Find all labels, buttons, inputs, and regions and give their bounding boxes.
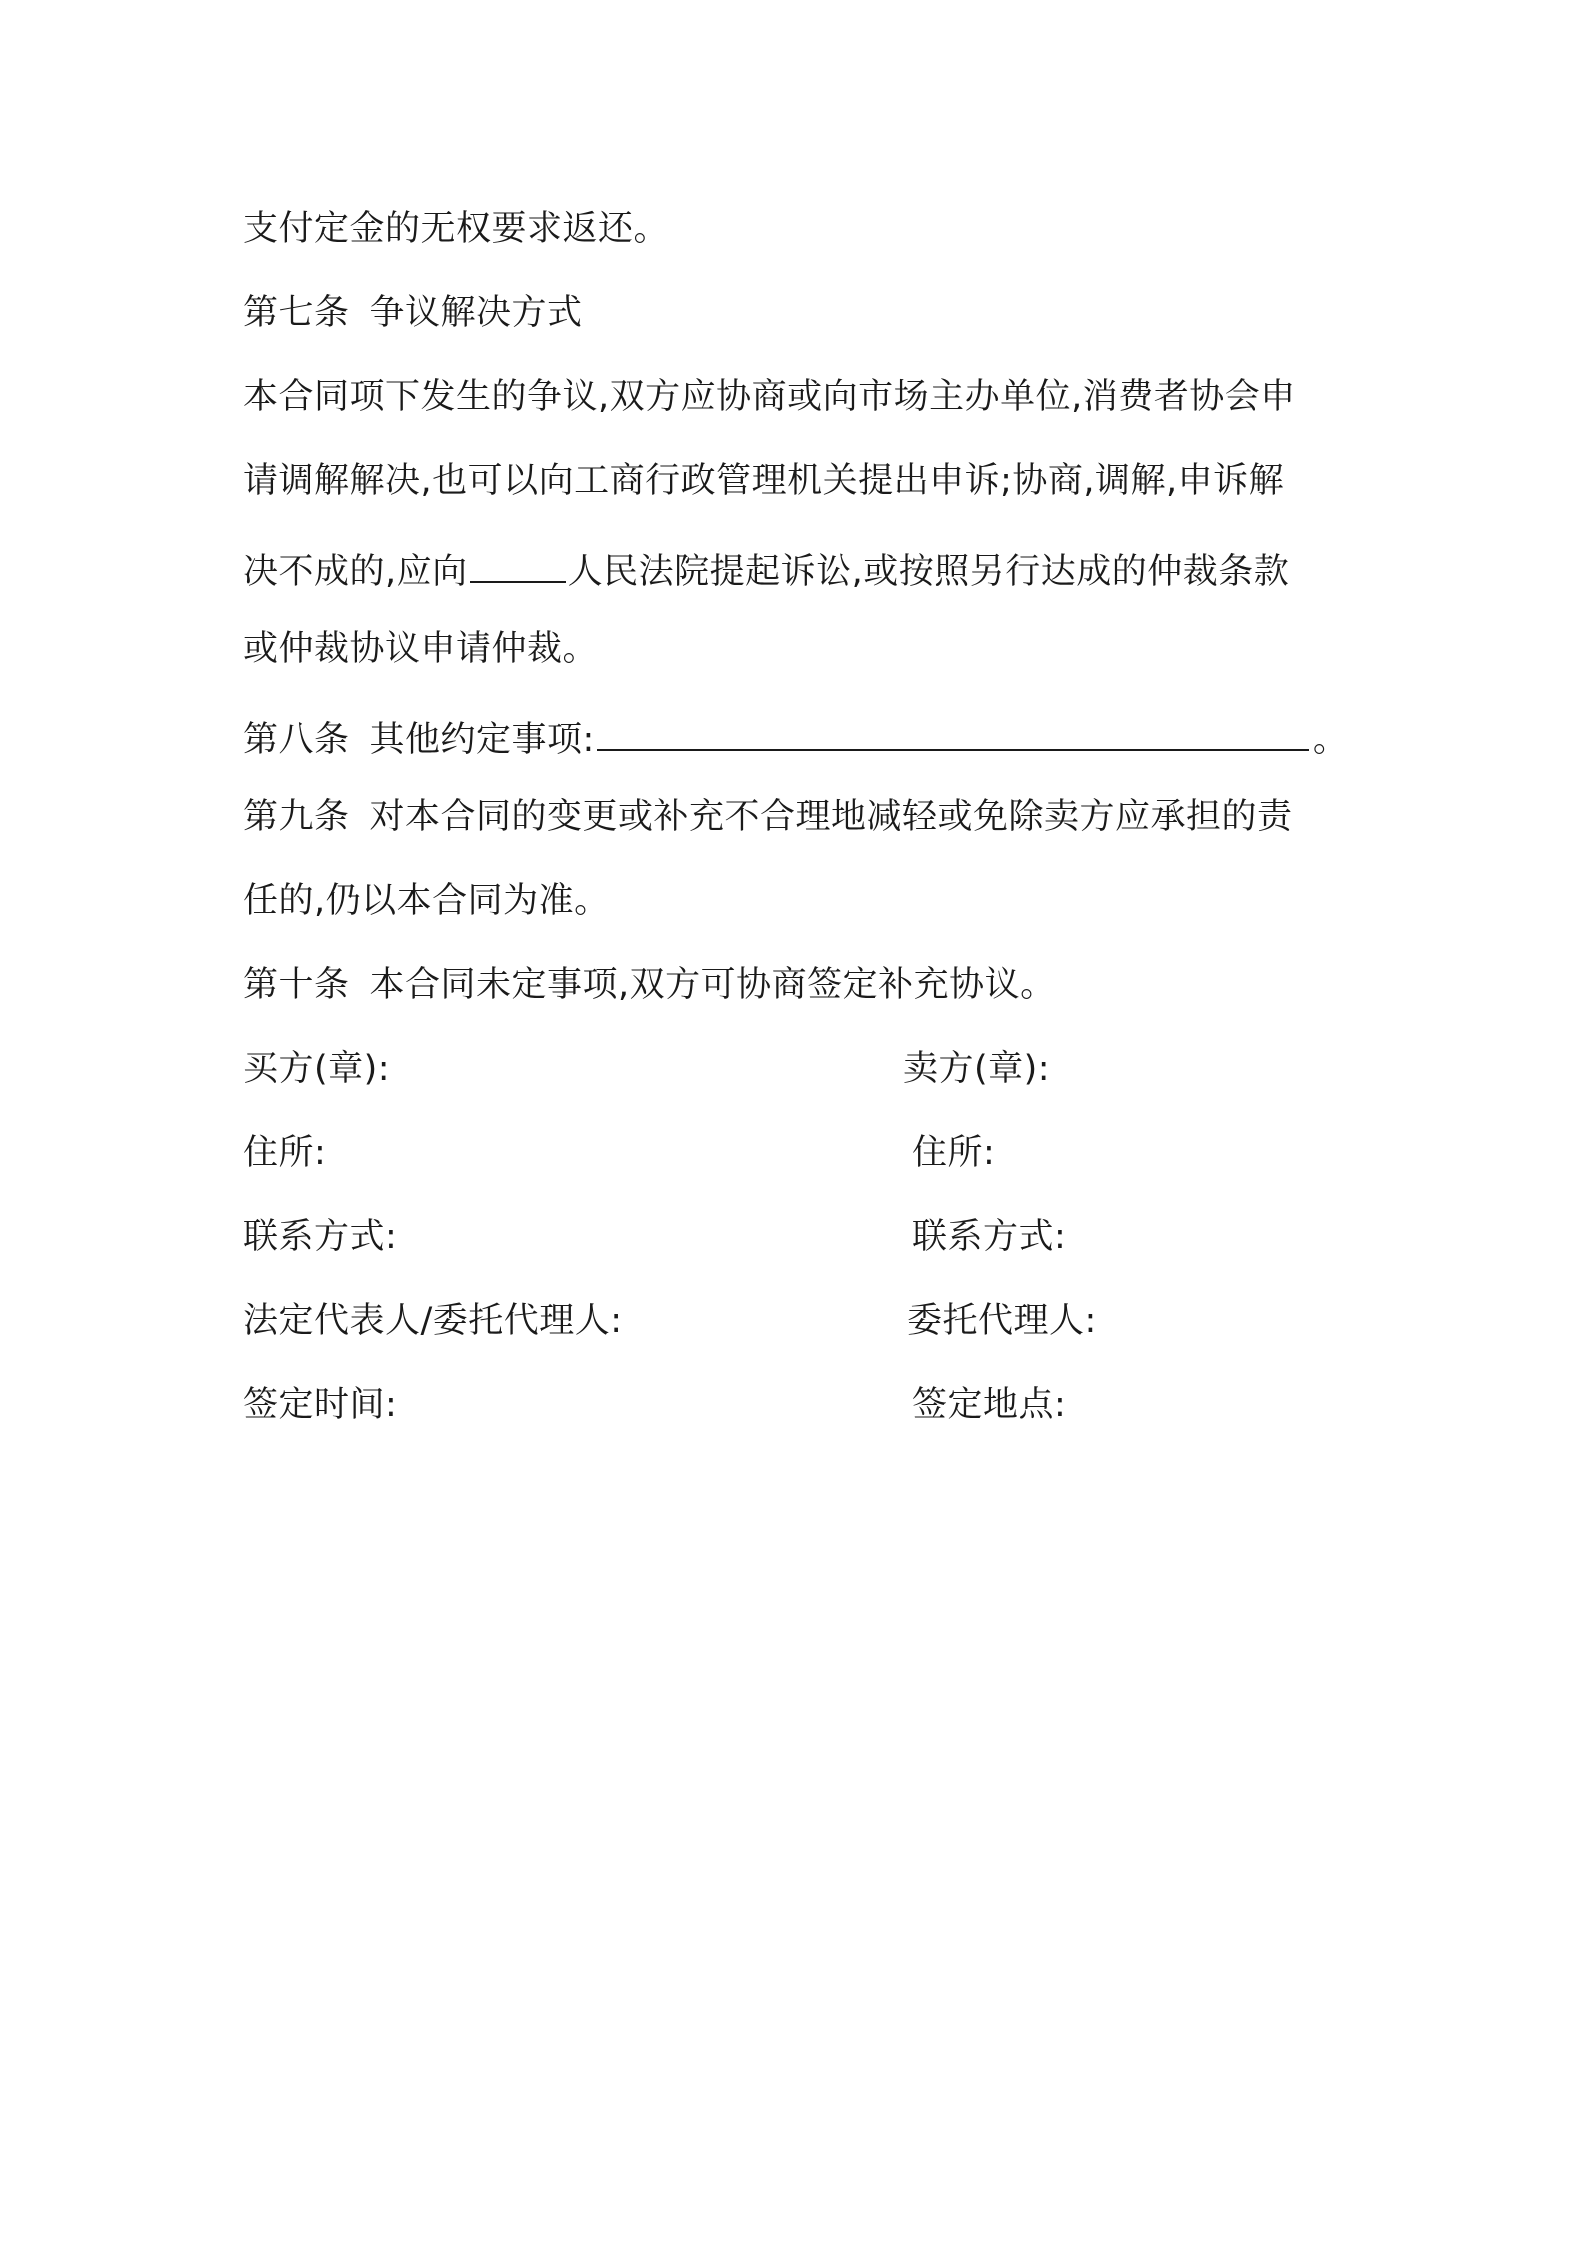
seller-representative-label: 委托代理人:: [907, 1301, 1097, 1341]
paragraph-text: 支付定金的无权要求返还。: [243, 209, 670, 249]
paragraph-text: 任的,仍以本合同为准。: [243, 881, 610, 921]
article-title: 争议解决方式: [369, 293, 583, 333]
article-number: 第九条: [243, 797, 350, 837]
paragraph-text: 本合同项下发生的争议,双方应协商或向市场主办单位,消费者协会申: [243, 377, 1296, 417]
buyer-address-label: 住所:: [243, 1133, 327, 1173]
buyer-representative-label: 法定代表人/委托代理人:: [243, 1301, 623, 1341]
buyer-seal-label: 买方(章):: [243, 1049, 391, 1089]
paragraph-text: 决不成的,应向: [243, 552, 468, 592]
article-7-line-1: [243, 373, 1296, 421]
article-10: [243, 961, 1056, 1009]
article-7-line-2: [243, 457, 1284, 505]
article-7-line-4: [243, 625, 598, 673]
seller-seal-label: 卖方(章):: [903, 1049, 1051, 1089]
seller-contact-label: 联系方式:: [912, 1217, 1067, 1257]
article-text: 本合同未定事项,双方可协商签定补充协议。: [369, 965, 1056, 1005]
article-8: [243, 709, 1348, 764]
article-number: 第十条: [243, 965, 350, 1005]
article-number: 第八条: [243, 720, 350, 760]
paragraph-deposit-end: [243, 205, 669, 253]
buyer-contact-label: 联系方式:: [243, 1217, 398, 1257]
article-text: 对本合同的变更或补充不合理地减轻或免除卖方应承担的责: [369, 797, 1293, 837]
paragraph-text: 请调解解决,也可以向工商行政管理机关提出申诉;协商,调解,申诉解: [243, 461, 1285, 501]
period-mark: 。: [1312, 720, 1349, 760]
article-number: 第七条: [243, 293, 350, 333]
other-terms-blank[interactable]: [597, 709, 1309, 751]
court-name-blank[interactable]: [470, 541, 566, 583]
article-9-line-2: [243, 877, 610, 925]
article-7-line-3: [243, 541, 1289, 596]
article-text: 其他约定事项:: [369, 720, 595, 760]
seller-address-label: 住所:: [912, 1133, 996, 1173]
signing-date-label: 签定时间:: [243, 1385, 398, 1425]
paragraph-text: 或仲裁协议申请仲裁。: [243, 629, 599, 669]
article-7-heading: [243, 289, 583, 337]
signing-place-label: 签定地点:: [912, 1385, 1067, 1425]
article-9-line-1: [243, 793, 1293, 841]
paragraph-text: 人民法院提起诉讼,或按照另行达成的仲裁条款: [567, 552, 1290, 592]
